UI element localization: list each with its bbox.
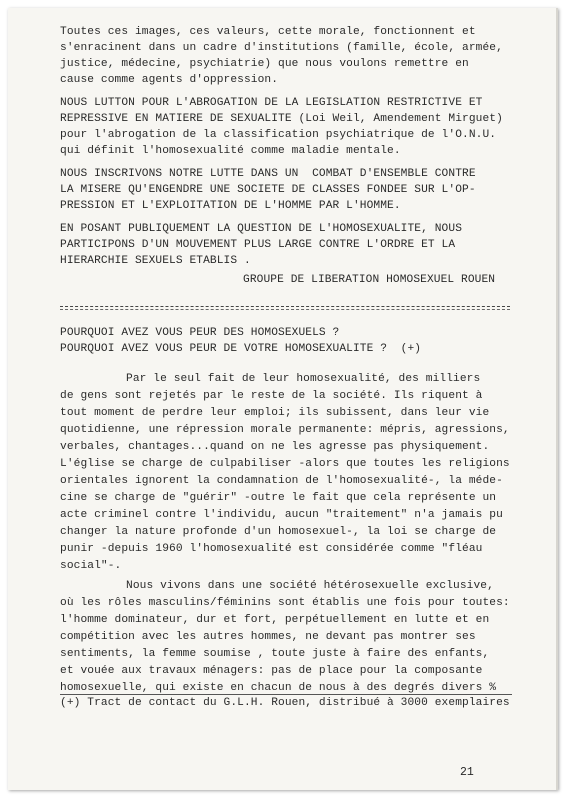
signature: GROUPE DE LIBERATION HOMOSEXUEL ROUEN — [243, 274, 496, 286]
document-page — [8, 8, 558, 790]
text-line: cine se charge de "guérir" -outre le fait que cela représente un — [60, 492, 497, 504]
heading-line: POURQUOI AVEZ VOUS PEUR DES HOMOSEXUELS ? — [60, 327, 340, 339]
text-line: qui définit l'homosexualité comme maladie mentale. — [60, 145, 401, 157]
dashed-divider — [60, 306, 510, 307]
text-line: de gens sont rejetés par le reste de la société. Ils riquent à — [60, 390, 483, 402]
text-line: changer la nature profonde d'un homosexuel-, la loi se charge de — [60, 526, 497, 538]
text-line: NOUS LUTTON POUR L'ABROGATION DE LA LEGISLATION RESTRICTIVE ET — [60, 97, 483, 109]
text-line: homosexuelle, qui existe en chacun de nous à des degrés divers % — [60, 682, 497, 694]
text-line: justice, médecine, psychiatrie) que nous voulons remettre en — [60, 58, 469, 70]
page-number: 21 — [460, 766, 474, 779]
text-line: verbales, chantages...quand on ne les agresse pas physiquement. — [60, 441, 490, 453]
text-line: pour l'abrogation de la classification psychiatrique de l'O.N.U. — [60, 129, 497, 141]
text-line: où les rôles masculins/féminins sont établis une fois pour toutes: — [60, 597, 510, 609]
heading-line: POURQUOI AVEZ VOUS PEUR DE VOTRE HOMOSEXUALITE ? (+) — [60, 343, 422, 355]
text-line: Toutes ces images, ces valeurs, cette morale, fonctionnent et — [60, 26, 476, 38]
footnote: (+) Tract de contact du G.L.H. Rouen, distribué à 3000 exemplaires — [60, 697, 510, 709]
text-line: et vouée aux travaux ménagers: pas de place pour la composante — [60, 665, 483, 677]
text-line: acte criminel contre l'individu, aucun "traitement" n'a jamais pu — [60, 509, 503, 521]
text-line: NOUS INSCRIVONS NOTRE LUTTE DANS UN COMBAT D'ENSEMBLE CONTRE — [60, 168, 476, 180]
text-line: social"-. — [60, 560, 122, 572]
text-line: sentiments, la femme soumise , toute juste à faire des enfants, — [60, 648, 490, 660]
text-line: REPRESSIVE EN MATIERE DE SEXUALITE (Loi Weil, Amendement Mirguet) — [60, 113, 503, 125]
text-line: PRESSION ET L'EXPLOITATION DE L'HOMME PAR L'HOMME. — [60, 200, 401, 212]
text-line: orientales ignorent la condamnation de l'homosexualité-, la méde- — [60, 475, 503, 487]
text-line: punir -depuis 1960 l'homosexualité est considérée comme "fléau — [60, 543, 483, 555]
text-line: HIERARCHIE SEXUELS ETABLIS . — [60, 255, 251, 267]
dashed-divider — [60, 309, 510, 310]
text-line: tout moment de perdre leur emploi; ils subissent, dans leur vie — [60, 407, 490, 419]
text-line: EN POSANT PUBLIQUEMENT LA QUESTION DE L'HOMOSEXUALITE, NOUS — [60, 223, 463, 235]
text-line: PARTICIPONS D'UN MOUVEMENT PLUS LARGE CONTRE L'ORDRE ET LA — [60, 239, 456, 251]
text-line: L'église se charge de culpabiliser -alors que toutes les religions — [60, 458, 510, 470]
text-line: l'homme dominateur, dur et fort, perpétuellement en lutte et en — [60, 614, 490, 626]
text-line: Nous vivons dans une société hétérosexuelle exclusive, — [126, 580, 494, 592]
footnote-rule — [60, 694, 512, 695]
text-line: LA MISERE QU'ENGENDRE UNE SOCIETE DE CLASSES FONDEE SUR L'OP- — [60, 184, 476, 196]
text-line: Par le seul fait de leur homosexualité, des milliers — [126, 373, 481, 385]
text-line: compétition avec les autres hommes, ne devant pas montrer ses — [60, 631, 476, 643]
text-line: cause comme agents d'oppression. — [60, 74, 279, 86]
text-line: s'enracinent dans un cadre d'institutions (famille, école, armée, — [60, 42, 503, 54]
text-line: quotidienne, une répression morale permanente: mépris, agressions, — [60, 424, 510, 436]
